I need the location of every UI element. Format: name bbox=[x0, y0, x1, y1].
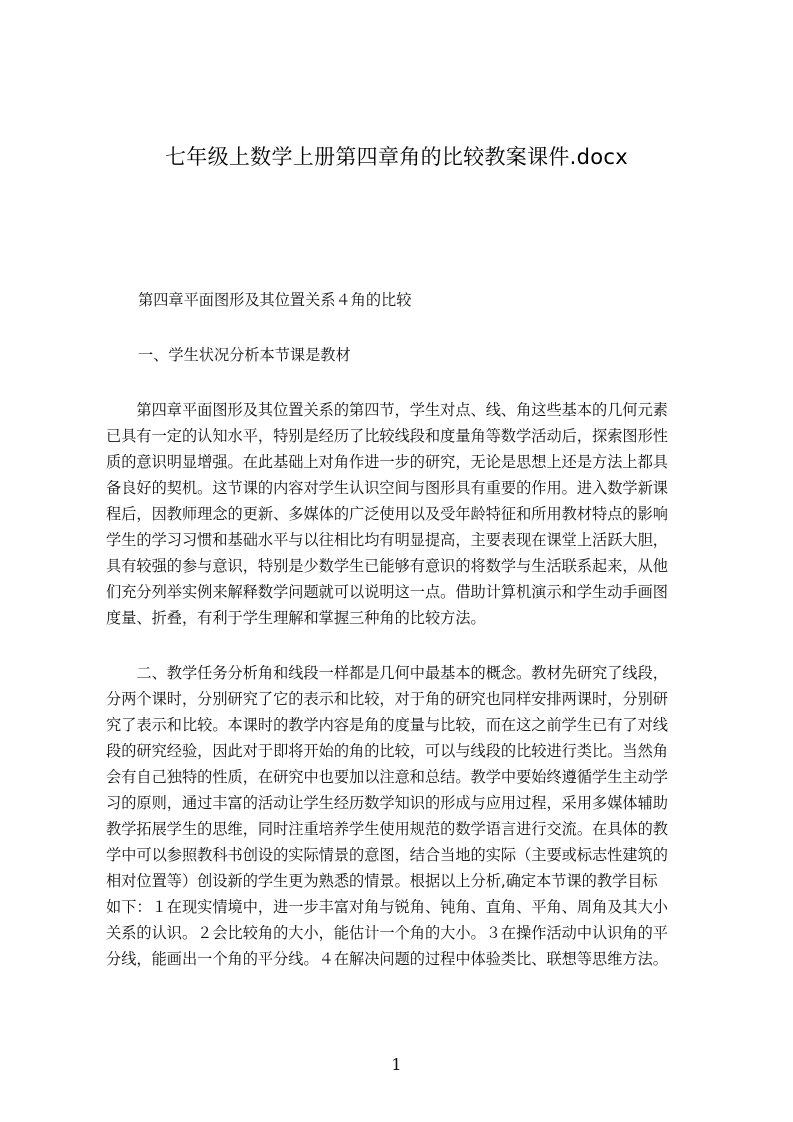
paragraph-line: 具有较强的参与意识，特别是少数学生已能够有意识的将数学与生活联系起来，从他 bbox=[106, 557, 668, 575]
page-number: 1 bbox=[391, 1055, 402, 1074]
paragraph-line: 第四章平面图形及其位置关系的第四节，学生对点、线、角这些基本的几何元素 bbox=[106, 401, 668, 419]
paragraph-line: 分两个课时，分别研究了它的表示和比较，对于角的研究也同样安排两课时，分别研 bbox=[106, 690, 668, 708]
paragraph-line: 如下：１在现实情境中，进一步丰富对角与锐角、钝角、直角、平角、周角及其大小 bbox=[106, 898, 668, 916]
paragraph-line: 关系的认识。２会比较角的大小，能估计一个角的大小。３在操作活动中认识角的平 bbox=[106, 924, 668, 942]
paragraph-line: 已具有一定的认知水平，特别是经历了比较线段和度量角等数学活动后，探索图形性 bbox=[106, 427, 668, 445]
paragraph-line: 相对位置等）创设新的学生更为熟悉的情景。根据以上分析,确定本节课的教学目标 bbox=[106, 872, 658, 890]
paragraph-line: 分线，能画出一个角的平分线。４在解决问题的过程中体验类比、联想等思维方法。 bbox=[106, 950, 668, 968]
paragraph-line: 段的研究经验，因此对于即将开始的角的比较，可以与线段的比较进行类比。当然角 bbox=[106, 742, 668, 760]
paragraph-line: 二、教学任务分析角和线段一样都是几何中最基本的概念。教材先研究了线段， bbox=[106, 664, 668, 682]
paragraph-line: 度量、折叠，有利于学生理解和掌握三种角的比较方法。 bbox=[106, 609, 486, 627]
paragraph-line: 会有自己独特的性质，在研究中也要加以注意和总结。教学中要始终遵循学生主动学 bbox=[106, 768, 668, 786]
document-title: 七年级上数学上册第四章角的比较教案课件.docx bbox=[164, 145, 629, 169]
paragraph-line: 质的意识明显增强。在此基础上对角作进一步的研究，无论是思想上还是方法上都具 bbox=[106, 453, 668, 471]
paragraph-line: 习的原则，通过丰富的活动让学生经历数学知识的形成与应用过程，采用多媒体辅助 bbox=[106, 794, 668, 812]
paragraph-line: 程后，因教师理念的更新、多媒体的广泛使用以及受年龄特征和所用教材特点的影响 bbox=[106, 505, 668, 523]
subsection-heading: 一、学生状况分析本节课是教材 bbox=[138, 346, 351, 364]
paragraph-line: 教学拓展学生的思维，同时注重培养学生使用规范的数学语言进行交流。在具体的教 bbox=[106, 820, 668, 838]
paragraph-line: 学中可以参照教科书创设的实际情景的意图，结合当地的实际（主要或标志性建筑的 bbox=[106, 846, 668, 864]
paragraph-line: 备良好的契机。这节课的内容对学生认识空间与图形具有重要的作用。进入数学新课 bbox=[106, 479, 668, 497]
paragraph-line: 学生的学习习惯和基础水平与以往相比均有明显提高，主要表现在课堂上活跃大胆， bbox=[106, 531, 668, 549]
section-heading: 第四章平面图形及其位置关系４角的比较 bbox=[138, 291, 412, 309]
paragraph-line: 究了表示和比较。本课时的教学内容是角的度量与比较，而在这之前学生已有了对线 bbox=[106, 716, 668, 734]
paragraph-line: 们充分列举实例来解释数学问题就可以说明这一点。借助计算机演示和学生动手画图 bbox=[106, 583, 668, 601]
